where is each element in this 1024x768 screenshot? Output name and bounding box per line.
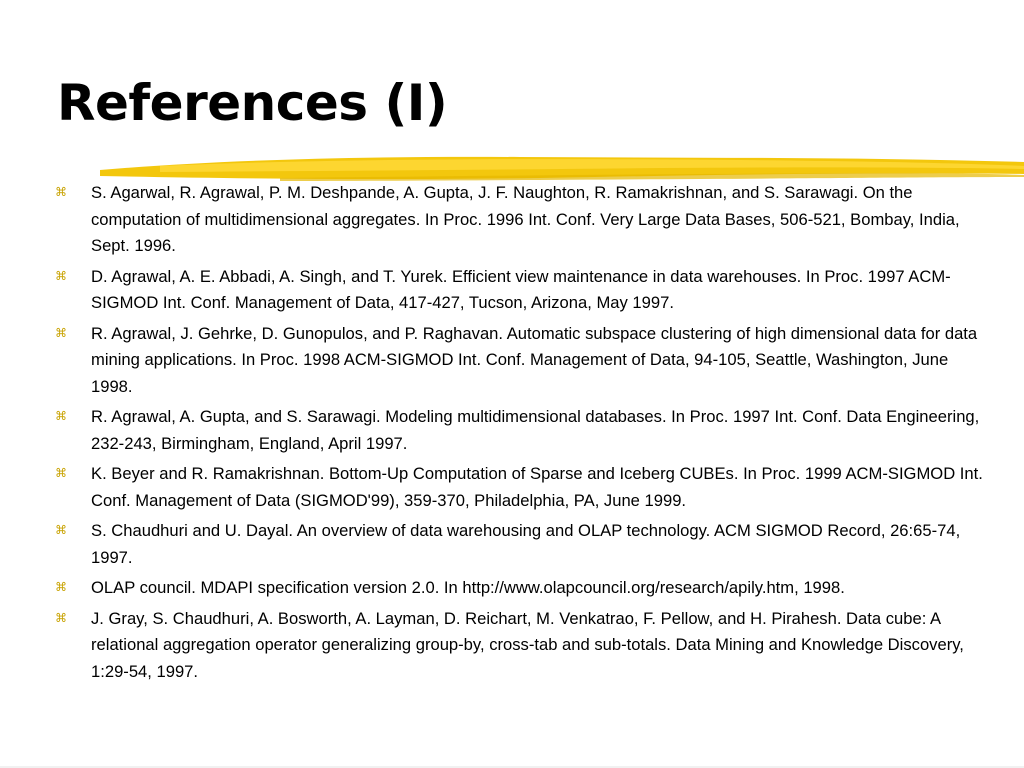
- command-key-icon: ⌘: [55, 610, 67, 625]
- command-key-icon: ⌘: [55, 523, 67, 537]
- command-key-icon: ⌘: [55, 325, 67, 340]
- reference-item: [55, 606, 990, 686]
- reference-item: [55, 575, 990, 602]
- command-key-icon: ⌘: [55, 580, 67, 594]
- reference-text: OLAP council. MDAPI specification version 2.0. In http://www.olapcouncil.org/research/apily.htm, 1998.: [91, 578, 845, 597]
- slide-title: References (I): [57, 74, 448, 132]
- reference-item: [55, 404, 990, 457]
- reference-text: R. Agrawal, A. Gupta, and S. Sarawagi. Modeling multidimensional databases. In Proc. 1997 Int. Conf. Data Engineering, 232-243, Birmingham, England, April 1997.: [91, 407, 980, 453]
- reference-text: S. Chaudhuri and U. Dayal. An overview of data warehousing and OLAP technology. ACM SIGMOD Record, 26:65-74, 1997.: [91, 521, 961, 567]
- command-key-icon: ⌘: [55, 409, 67, 423]
- reference-item: [55, 264, 990, 317]
- reference-text: K. Beyer and R. Ramakrishnan. Bottom-Up Computation of Sparse and Iceberg CUBEs. In Proc. 1999 ACM-SIGMOD Int. Conf. Management of Data (SIGMOD'99), 359-370, Philadelphia, PA, June 1999.: [91, 464, 983, 510]
- reference-text: R. Agrawal, J. Gehrke, D. Gunopulos, and P. Raghavan. Automatic subspace clustering of high dimensional data for data mining applications. In Proc. 1998 ACM-SIGMOD Int. Conf. Management of Data, 94-105, Seattle, Washington, June 1998.: [91, 323, 978, 396]
- reference-text: D. Agrawal, A. E. Abbadi, A. Singh, and T. Yurek. Efficient view maintenance in data warehouses. In Proc. 1997 ACM-SIGMOD Int. Conf. Management of Data, 417-427, Tucson, Arizona, May 1997.: [91, 266, 951, 312]
- command-key-icon: ⌘: [55, 268, 67, 283]
- reference-list: [55, 180, 990, 689]
- command-key-icon: ⌘: [55, 185, 67, 199]
- reference-text: S. Agarwal, R. Agrawal, P. M. Deshpande, A. Gupta, J. F. Naughton, R. Ramakrishnan, and S. Sarawagi. On the computation of multidimensional aggregates. In Proc. 1996 Int. Conf. Very Large Data Bases, 506-521, Bombay, India, Sept. 1996.: [91, 183, 960, 255]
- reference-item: [55, 180, 990, 260]
- reference-item: [55, 518, 990, 571]
- reference-text: J. Gray, S. Chaudhuri, A. Bosworth, A. Layman, D. Reichart, M. Venkatrao, F. Pellow, and H. Pirahesh. Data cube: A relational aggregation operator generalizing group-by, cross-tab and sub-totals. Data Mining and Knowledge Discovery, 1:29-54, 1997.: [91, 608, 964, 681]
- reference-item: [55, 461, 990, 514]
- reference-item: [55, 321, 990, 401]
- command-key-icon: ⌘: [55, 466, 67, 480]
